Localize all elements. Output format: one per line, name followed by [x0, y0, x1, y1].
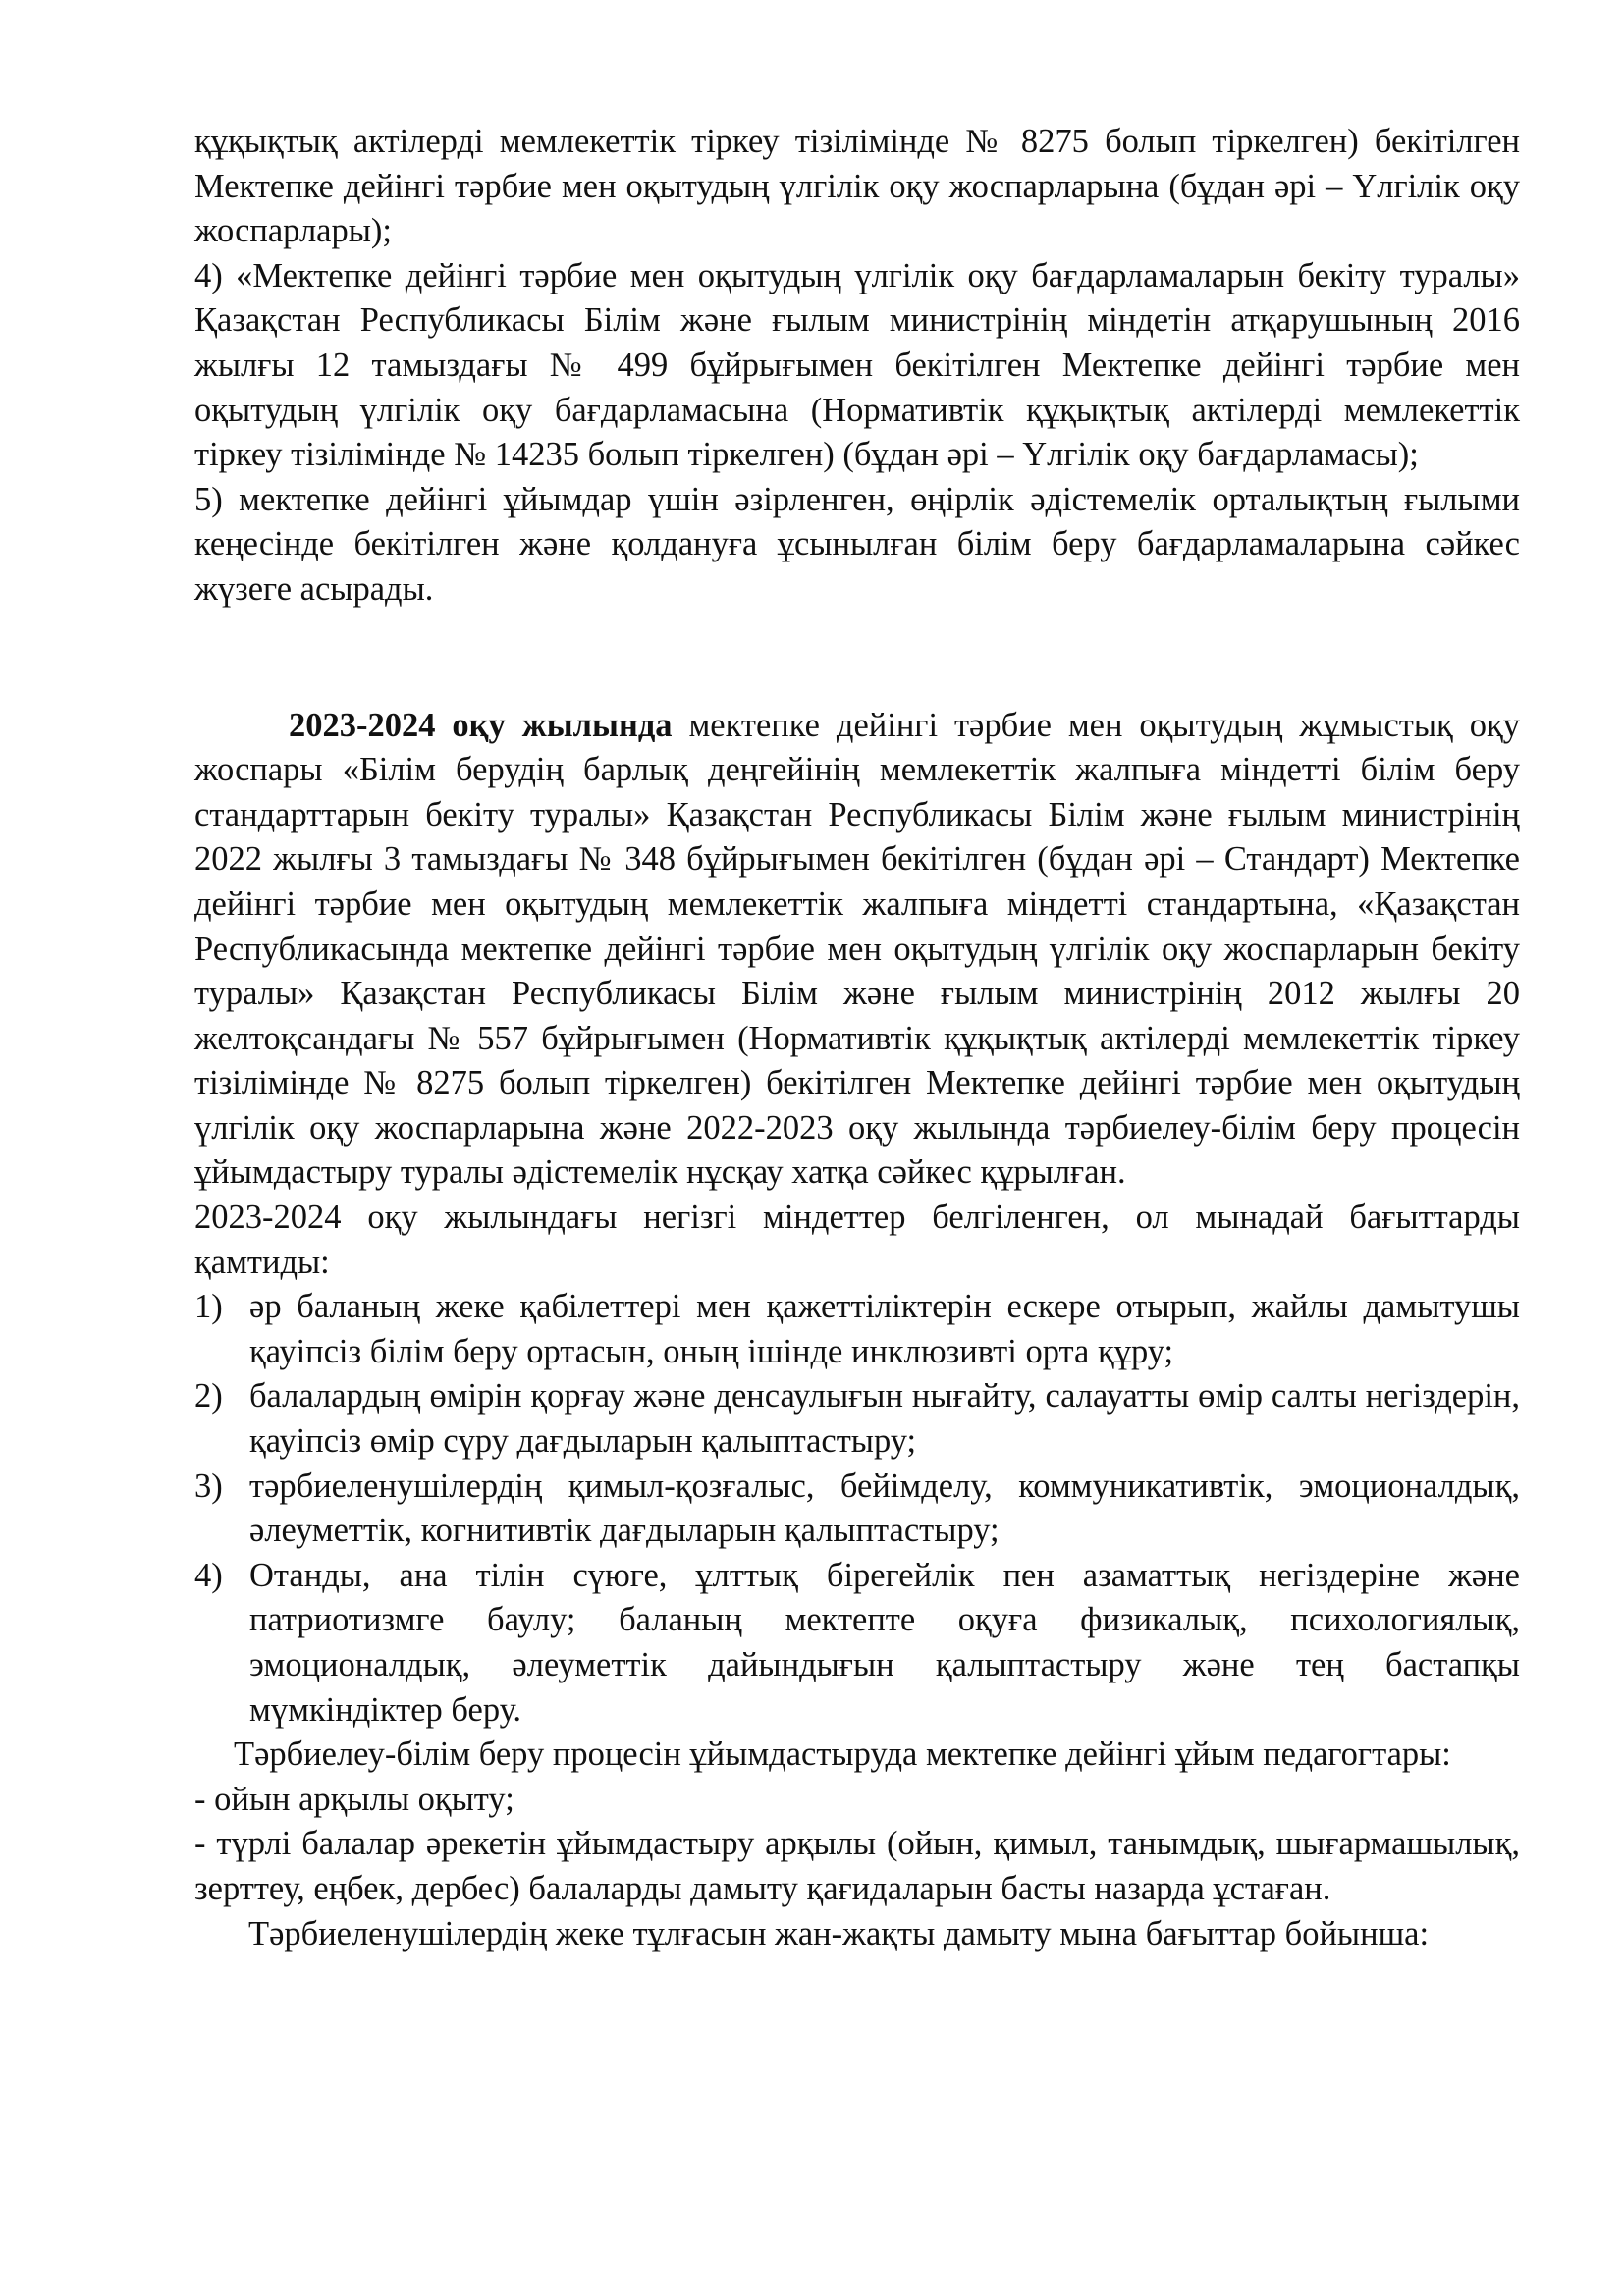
task-number: 1): [194, 1288, 223, 1326]
task-item: [194, 1554, 1520, 1733]
task-text: тәрбиеленушілердің қимыл-қозғалыс, бейімделу, коммуникативтік, эмоционалдық, әлеуметтік, когнитивтік дағдыларын қалыптастыру;: [249, 1467, 1520, 1550]
list-item-5: 5) мектепке дейінгі ұйымдар үшін әзірленген, өңірлік әдістемелік орталықтың ғылыми кеңесінде бекітілген және қолдануға ұсынылған білім беру бағдарламаларына сәйкес жүзеге асырады.: [194, 480, 1520, 608]
tasks-intro: 2023-2024 оқу жылындағы негізгі міндеттер белгіленген, ол мынадай бағыттарды қамтиды:: [194, 1199, 1520, 1281]
task-text: Отанды, ана тілін сүюге, ұлттық бірегейлік пен азаматтық негіздеріне және патриотизмге баулу; баланың мектепте оқуға физикалық, психологиялық, эмоционалдық, әлеуметтік дайындығын қалыптастыру және тең бастапқы мүмкіндіктер беру.: [249, 1556, 1520, 1729]
plan-paragraph-text: мектепке дейінгі тәрбие мен оқытудың жұмыстық оқу жоспары «Білім берудің барлық деңгейінің мемлекеттік жалпыға міндетті білім беру стандарттарын бекіту туралы» Қазақстан Республикасы Білім және ғылым министрінің 2022 жылғы 3 тамыздағы № 348 бұйрығымен бекітілген (бұдан әрі – Стандарт) Мектепке дейінгі тәрбие мен оқытудың мемлекеттік жалпыға міндетті стандартына, «Қазақстан Республикасында мектепке дейінгі тәрбие мен оқытудың үлгілік оқу жоспарларын бекіту туралы» Қазақстан Республикасы Білім және ғылым министрінің 2012 жылғы 20 желтоқсандағы № 557 бұйрығымен (Нормативтік құқықтық актілерді мемлекеттік тіркеу тізілімінде № 8275 болып тіркелген) бекітілген Мектепке дейінгі тәрбие мен оқытудың үлгілік оқу жоспарларына және 2022-2023 оқу жылында тәрбиелеу-білім беру процесін ұйымдастыру туралы әдістемелік нұсқау хатқа сәйкес құрылған.: [194, 706, 1520, 1192]
dash-item-activities: - түрлі балалар әрекетін ұйымдастыру арқылы (ойын, қимыл, танымдық, шығармашылық, зерттеу, еңбек, дербес) балаларды дамыту қағидаларын басты назарда ұстаған.: [194, 1825, 1520, 1907]
dash-item-play-learning: - ойын арқылы оқыту;: [194, 1780, 514, 1818]
tasks-list: [194, 1285, 1520, 1733]
plan-year-heading: 2023-2024 оқу жылында: [289, 706, 673, 744]
task-number: 3): [194, 1467, 223, 1505]
task-item: [194, 1285, 1520, 1374]
development-intro: Тәрбиеленушілердің жеке тұлғасын жан-жақты дамыту мына бағыттар бойынша:: [248, 1914, 1430, 1952]
plan-paragraph: [194, 704, 1520, 1197]
task-item: [194, 1465, 1520, 1554]
task-item: [194, 1374, 1520, 1464]
task-number: 4): [194, 1556, 223, 1594]
pedagogues-intro: Тәрбиелеу-білім беру процесін ұйымдастыруда мектепке дейінгі ұйым педагогтары:: [234, 1735, 1451, 1774]
task-number: 2): [194, 1377, 223, 1415]
task-text: балалардың өмірін қорғау және денсаулығын нығайту, салауатты өмір салты негіздерін, қауіпсіз өмір сүру дағдыларын қалыптастыру;: [249, 1377, 1520, 1461]
paragraph-spacer: [194, 613, 1520, 704]
continuation-paragraph: құқықтық актілерді мемлекеттік тіркеу тізілімінде № 8275 болып тіркелген) бекітілген Мектепке дейінгі тәрбие мен оқытудың үлгілік оқу жоспарларына (бұдан әрі – Үлгілік оқу жоспарлары);: [194, 123, 1520, 250]
document-page: [194, 120, 1520, 1956]
task-text: әр баланың жеке қабілеттері мен қажеттіліктерін ескере отырып, жайлы дамытушы қауіпсіз білім беру ортасын, оның ішінде инклюзивті орта құру;: [249, 1288, 1520, 1370]
list-item-4: 4) «Мектепке дейінгі тәрбие мен оқытудың үлгілік оқу бағдарламаларын бекіту туралы» Қазақстан Республикасы Білім және ғылым министрінің міндетін атқарушының 2016 жылғы 12 тамыздағы № 499 бұйрығымен бекітілген Мектепке дейінгі тәрбие мен оқытудың үлгілік оқу бағдарламасына (Нормативтік құқықтық актілерді мемлекеттік тіркеу тізілімінде № 14235 болып тіркелген) (бұдан әрі – Үлгілік оқу бағдарламасы);: [194, 256, 1520, 474]
